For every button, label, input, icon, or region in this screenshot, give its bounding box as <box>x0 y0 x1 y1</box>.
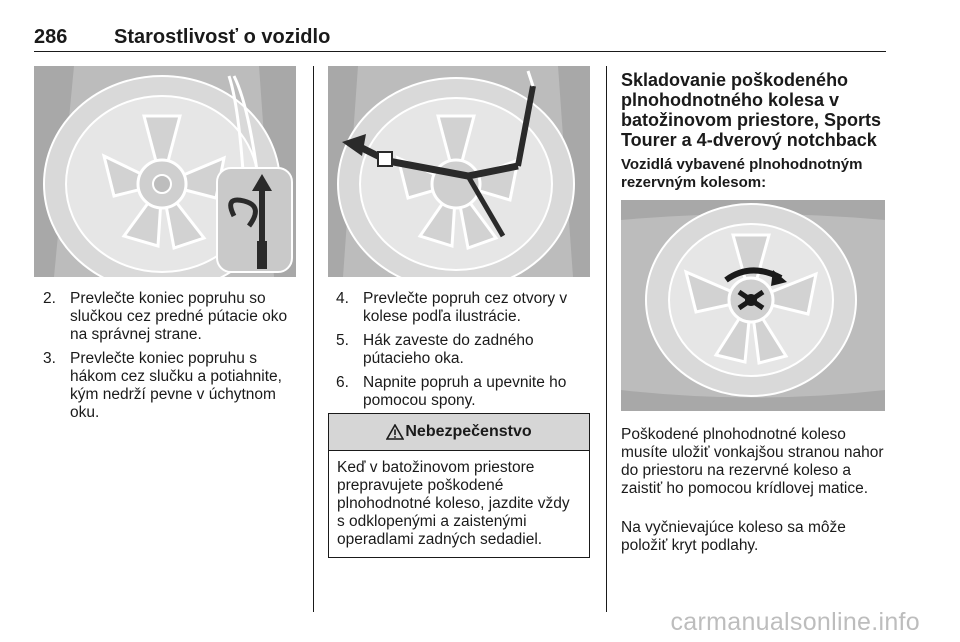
step-item <box>43 350 293 422</box>
step-number: 2. <box>43 290 56 307</box>
warning-box <box>328 413 590 558</box>
figure-strap-through-wheel <box>328 66 590 277</box>
step-text: Prevlečte popruh cez otvory v kolese podľa ilustrácie. <box>363 290 568 325</box>
warning-header <box>329 414 589 451</box>
warning-text: Keď v batožinovom priestore prepravujete poškodené plnohodnotné koleso, jazdite vždy s odklopenými a zaistenými operadlami zadných sedadiel. <box>337 459 570 548</box>
section-heading: Skladovanie poškodeného plnohodnotného kolesa v batožinovom priestore, Sports Tourer a 4-dverový notchback <box>621 70 882 150</box>
page-header <box>34 26 886 52</box>
header-rule <box>34 51 886 52</box>
steps-list-column1 <box>43 290 293 428</box>
warning-triangle-icon <box>386 424 404 440</box>
paragraph-floor-cover: Na vyčnievajúce koleso sa môže položiť kryt podlahy. <box>621 519 846 554</box>
figure-full-size-spare-wheel <box>621 200 885 411</box>
step-text: Napnite popruh a upevnite ho pomocou spony. <box>363 374 567 409</box>
watermark: carmanualsonline.info <box>670 608 920 636</box>
step-text: Hák zaveste do zadného pútacieho oka. <box>363 332 534 367</box>
step-item <box>336 374 590 410</box>
step-number: 5. <box>336 332 349 349</box>
step-text: Prevlečte koniec popruhu s hákom cez slučku a potiahnite, kým nedrží pevne v úchytnom oku. <box>70 350 282 421</box>
step-number: 4. <box>336 290 349 307</box>
subheading: Vozidlá vybavené plnohodnotným rezervným kolesom: <box>621 156 863 191</box>
column-divider-left <box>313 66 314 612</box>
paragraph-store-damaged-wheel: Poškodené plnohodnotné koleso musíte uložiť vonkajšou stranou nahor do priestoru na rezervné koleso a zaistiť ho pomocou krídlovej matice. <box>621 426 884 497</box>
step-number: 3. <box>43 350 56 367</box>
step-number: 6. <box>336 374 349 391</box>
warning-title: Nebezpečenstvo <box>405 423 532 440</box>
figure-spare-wheel-strap-loop <box>34 66 296 277</box>
step-item <box>43 290 293 344</box>
step-item <box>336 290 590 326</box>
page-number: 286 <box>34 26 68 48</box>
step-text: Prevlečte koniec popruhu so slučkou cez predné pútacie oko na správnej strane. <box>70 290 288 343</box>
steps-list-column2 <box>336 290 590 416</box>
section-title: Starostlivosť o vozidlo <box>114 26 331 48</box>
column-divider-right <box>606 66 607 612</box>
step-item <box>336 332 590 368</box>
